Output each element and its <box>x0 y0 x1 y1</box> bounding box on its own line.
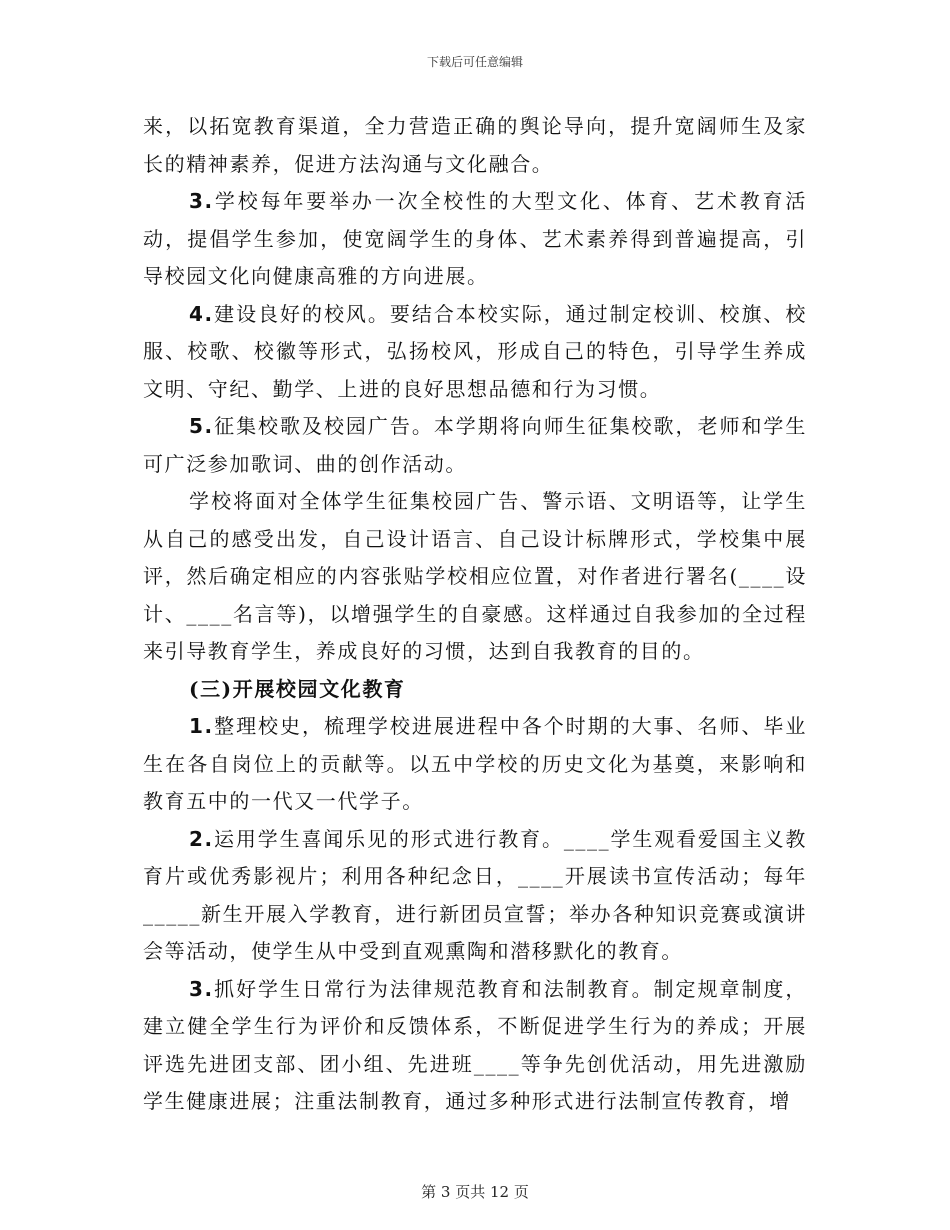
item-number: 2. <box>189 826 214 851</box>
paragraph-item-2 <box>143 821 807 971</box>
paragraph-text: 来，以拓宽教育渠道，全力营造正确的舆论导向，提升宽阔师生及家长的精神素养，促进方法沟通与文化融合。 <box>143 114 807 176</box>
paragraph-item-4 <box>143 296 807 409</box>
item-number: 1. <box>189 714 214 738</box>
paragraph-continuation <box>143 108 807 183</box>
paragraph-text: 整理校史，梳理学校进展进程中各个时期的大事、名师、毕业生在各自岗位上的贡献等。以五中学校的历史文化为基奠，来影响和教育五中的一代又一代学子。 <box>143 714 807 813</box>
paragraph-item-5 <box>143 408 807 483</box>
paragraph-text: 建设良好的校风。要结合本校实际，通过制定校训、校旗、校服、校歌、校徽等形式，弘扬校风，形成自己的特色，引导学生养成文明、守纪、勤学、上进的良好思想品德和行为习惯。 <box>143 301 807 401</box>
paragraph-text: 征集校歌及校园广告。本学期将向师生征集校歌，老师和学生可广泛参加歌词、曲的创作活动。 <box>143 414 807 476</box>
paragraph-item-1 <box>143 708 807 821</box>
paragraph-campus-ads <box>143 483 807 671</box>
item-number: 5. <box>189 414 214 438</box>
item-number: 3. <box>189 976 214 1001</box>
document-body <box>143 108 807 1121</box>
page-header: 下载后可任意编辑 <box>426 55 523 69</box>
paragraph-text: 运用学生喜闻乐见的形式进行教育。____学生观看爱国主义教育片或优秀影视片；利用各种纪念日，____开展读书宣传活动；每年_____新生开展入学教育，进行新团员宣誓；举办各种知识竞赛或演讲会等活动，使学生从中受到直观熏陶和潜移默化的教育。 <box>143 826 807 963</box>
paragraph-text: 学校每年要举办一次全校性的大型文化、体育、艺术教育活动，提倡学生参加，使宽阔学生的身体、艺术素养得到普遍提高，引导校园文化向健康高雅的方向进展。 <box>143 189 807 288</box>
paragraph-item-3 <box>143 183 807 296</box>
paragraph-item-3b <box>143 971 807 1121</box>
page-footer: 第 3 页共 12 页 <box>421 1183 529 1201</box>
item-number: 4. <box>189 301 214 326</box>
paragraph-text: 学校将面对全体学生征集校园广告、警示语、文明语等，让学生从自己的感受出发，自己设计语言、自己设计标牌形式，学校集中展评，然后确定相应的内容张贴学校相应位置，对作者进行署名(____设计、____名言等)，以增强学生的自豪感。这样通过自我参加的全过程来引导教育学生，养成良好的习惯，达到自我教育的目的。 <box>143 489 807 663</box>
paragraph-text: 抓好学生日常行为法律规范教育和法制教育。制定规章制度，建立健全学生行为评价和反馈体系，不断促进学生行为的养成；开展评选先进团支部、团小组、先进班____等争先创优活动，用先进激励学生健康进展；注重法制教育，通过多种形式进行法制宣传教育，增 <box>143 976 807 1113</box>
section-title: (三)开展校园文化教育 <box>189 676 406 701</box>
item-number: 3. <box>189 189 214 213</box>
